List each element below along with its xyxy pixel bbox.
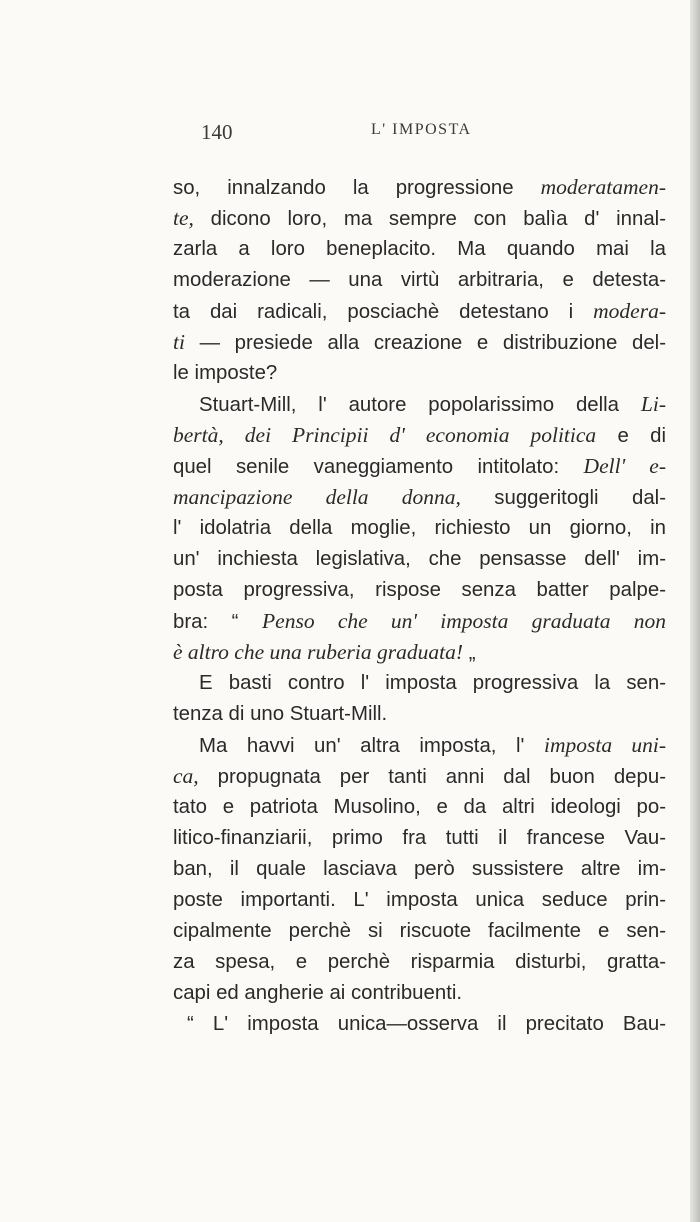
body-text (173, 172, 666, 1040)
italic-text: è altro che una ruberia graduata! (173, 640, 464, 664)
text-line (173, 544, 666, 575)
text-line (173, 730, 666, 761)
italic-text: bertà, dei Principii d' economia politica (173, 423, 597, 447)
text-line (173, 451, 666, 482)
text-segment: litico-finanziarii, primo fra tutti il francese Vau- (173, 827, 666, 849)
text-segment: E basti contro l' imposta progressiva la sen- (199, 672, 666, 694)
text-segment: dicono loro, ma sempre con balìa d' innal- (193, 208, 666, 230)
text-segment: e di (596, 425, 666, 447)
text-segment: ban, il quale lasciava però sussistere altre im- (173, 858, 666, 880)
text-line (173, 947, 666, 978)
text-segment: cipalmente perchè si riscuote facilmente e sen- (173, 920, 666, 942)
text-segment: suggeritogli dal- (460, 487, 666, 509)
text-line (173, 637, 666, 668)
text-segment: “ L' imposta unica—osserva il precitato Bau- (187, 1013, 666, 1035)
text-line (173, 668, 666, 699)
italic-text: Penso che un' imposta graduata non (262, 609, 666, 633)
text-segment: zarla a loro beneplacito. Ma quando mai la (173, 238, 666, 260)
text-line (173, 1009, 666, 1040)
running-head: L' IMPOSTA (371, 121, 472, 138)
italic-text: modera- (593, 299, 666, 323)
text-line (173, 761, 666, 792)
text-line (173, 420, 666, 451)
italic-text: moderatamen- (540, 175, 666, 199)
italic-text: te, (173, 206, 194, 230)
text-line (173, 823, 666, 854)
text-segment: propugnata per tanti anni dal buon depu- (198, 766, 666, 788)
text-segment: capi ed angherie ai contribuenti. (173, 982, 463, 1004)
book-page (173, 120, 666, 1040)
page-number: 140 (201, 120, 233, 144)
text-line (173, 358, 666, 389)
text-segment: le imposte? (173, 362, 278, 384)
text-segment: — presiede alla creazione e distribuzione del- (184, 332, 666, 354)
text-segment: Ma havvi un' altra imposta, l' (199, 735, 544, 757)
italic-text: Dell' e- (583, 454, 666, 478)
text-line (173, 513, 666, 544)
italic-text: Li- (640, 392, 666, 416)
text-line (173, 482, 666, 513)
text-line (173, 327, 666, 358)
text-line (173, 854, 666, 885)
text-segment: tato e patriota Musolino, e da altri ideologi po- (173, 796, 666, 818)
italic-text: imposta uni- (544, 733, 666, 757)
text-segment: ta dai radicali, posciachè detestano i (173, 301, 594, 323)
text-segment: za spesa, e perchè risparmia disturbi, gratta- (173, 951, 666, 973)
text-line (173, 978, 666, 1009)
text-segment: Stuart-Mill, l' autore popolarissimo della (199, 394, 641, 416)
text-line (173, 699, 666, 730)
text-line (173, 265, 666, 296)
text-segment: un' inchiesta legislativa, che pensasse dell' im- (173, 548, 666, 570)
text-segment: l' idolatria della moglie, richiesto un giorno, in (173, 517, 666, 539)
text-segment: poste importanti. L' imposta unica seduce prin- (173, 889, 666, 911)
text-line (173, 916, 666, 947)
text-segment: so, innalzando la progressione (173, 177, 541, 199)
text-line (173, 296, 666, 327)
text-segment: moderazione — una virtù arbitraria, e detesta- (173, 269, 666, 291)
text-line (173, 606, 666, 637)
text-line (173, 792, 666, 823)
page-edge (690, 0, 700, 1222)
italic-text: ca, (173, 764, 199, 788)
text-line (173, 389, 666, 420)
text-line (173, 575, 666, 606)
text-segment: posta progressiva, rispose senza batter palpe- (173, 579, 666, 601)
page-header (173, 120, 666, 152)
text-segment: „ (463, 642, 476, 664)
text-segment: quel senile vaneggiamento intitolato: (173, 456, 584, 478)
text-line (173, 885, 666, 916)
italic-text: mancipazione della donna, (173, 485, 461, 509)
text-line (173, 203, 666, 234)
text-segment: bra: “ (173, 611, 263, 633)
text-line (173, 172, 666, 203)
italic-text: ti (173, 330, 185, 354)
text-line (173, 234, 666, 265)
text-segment: tenza di uno Stuart-Mill. (173, 703, 388, 725)
